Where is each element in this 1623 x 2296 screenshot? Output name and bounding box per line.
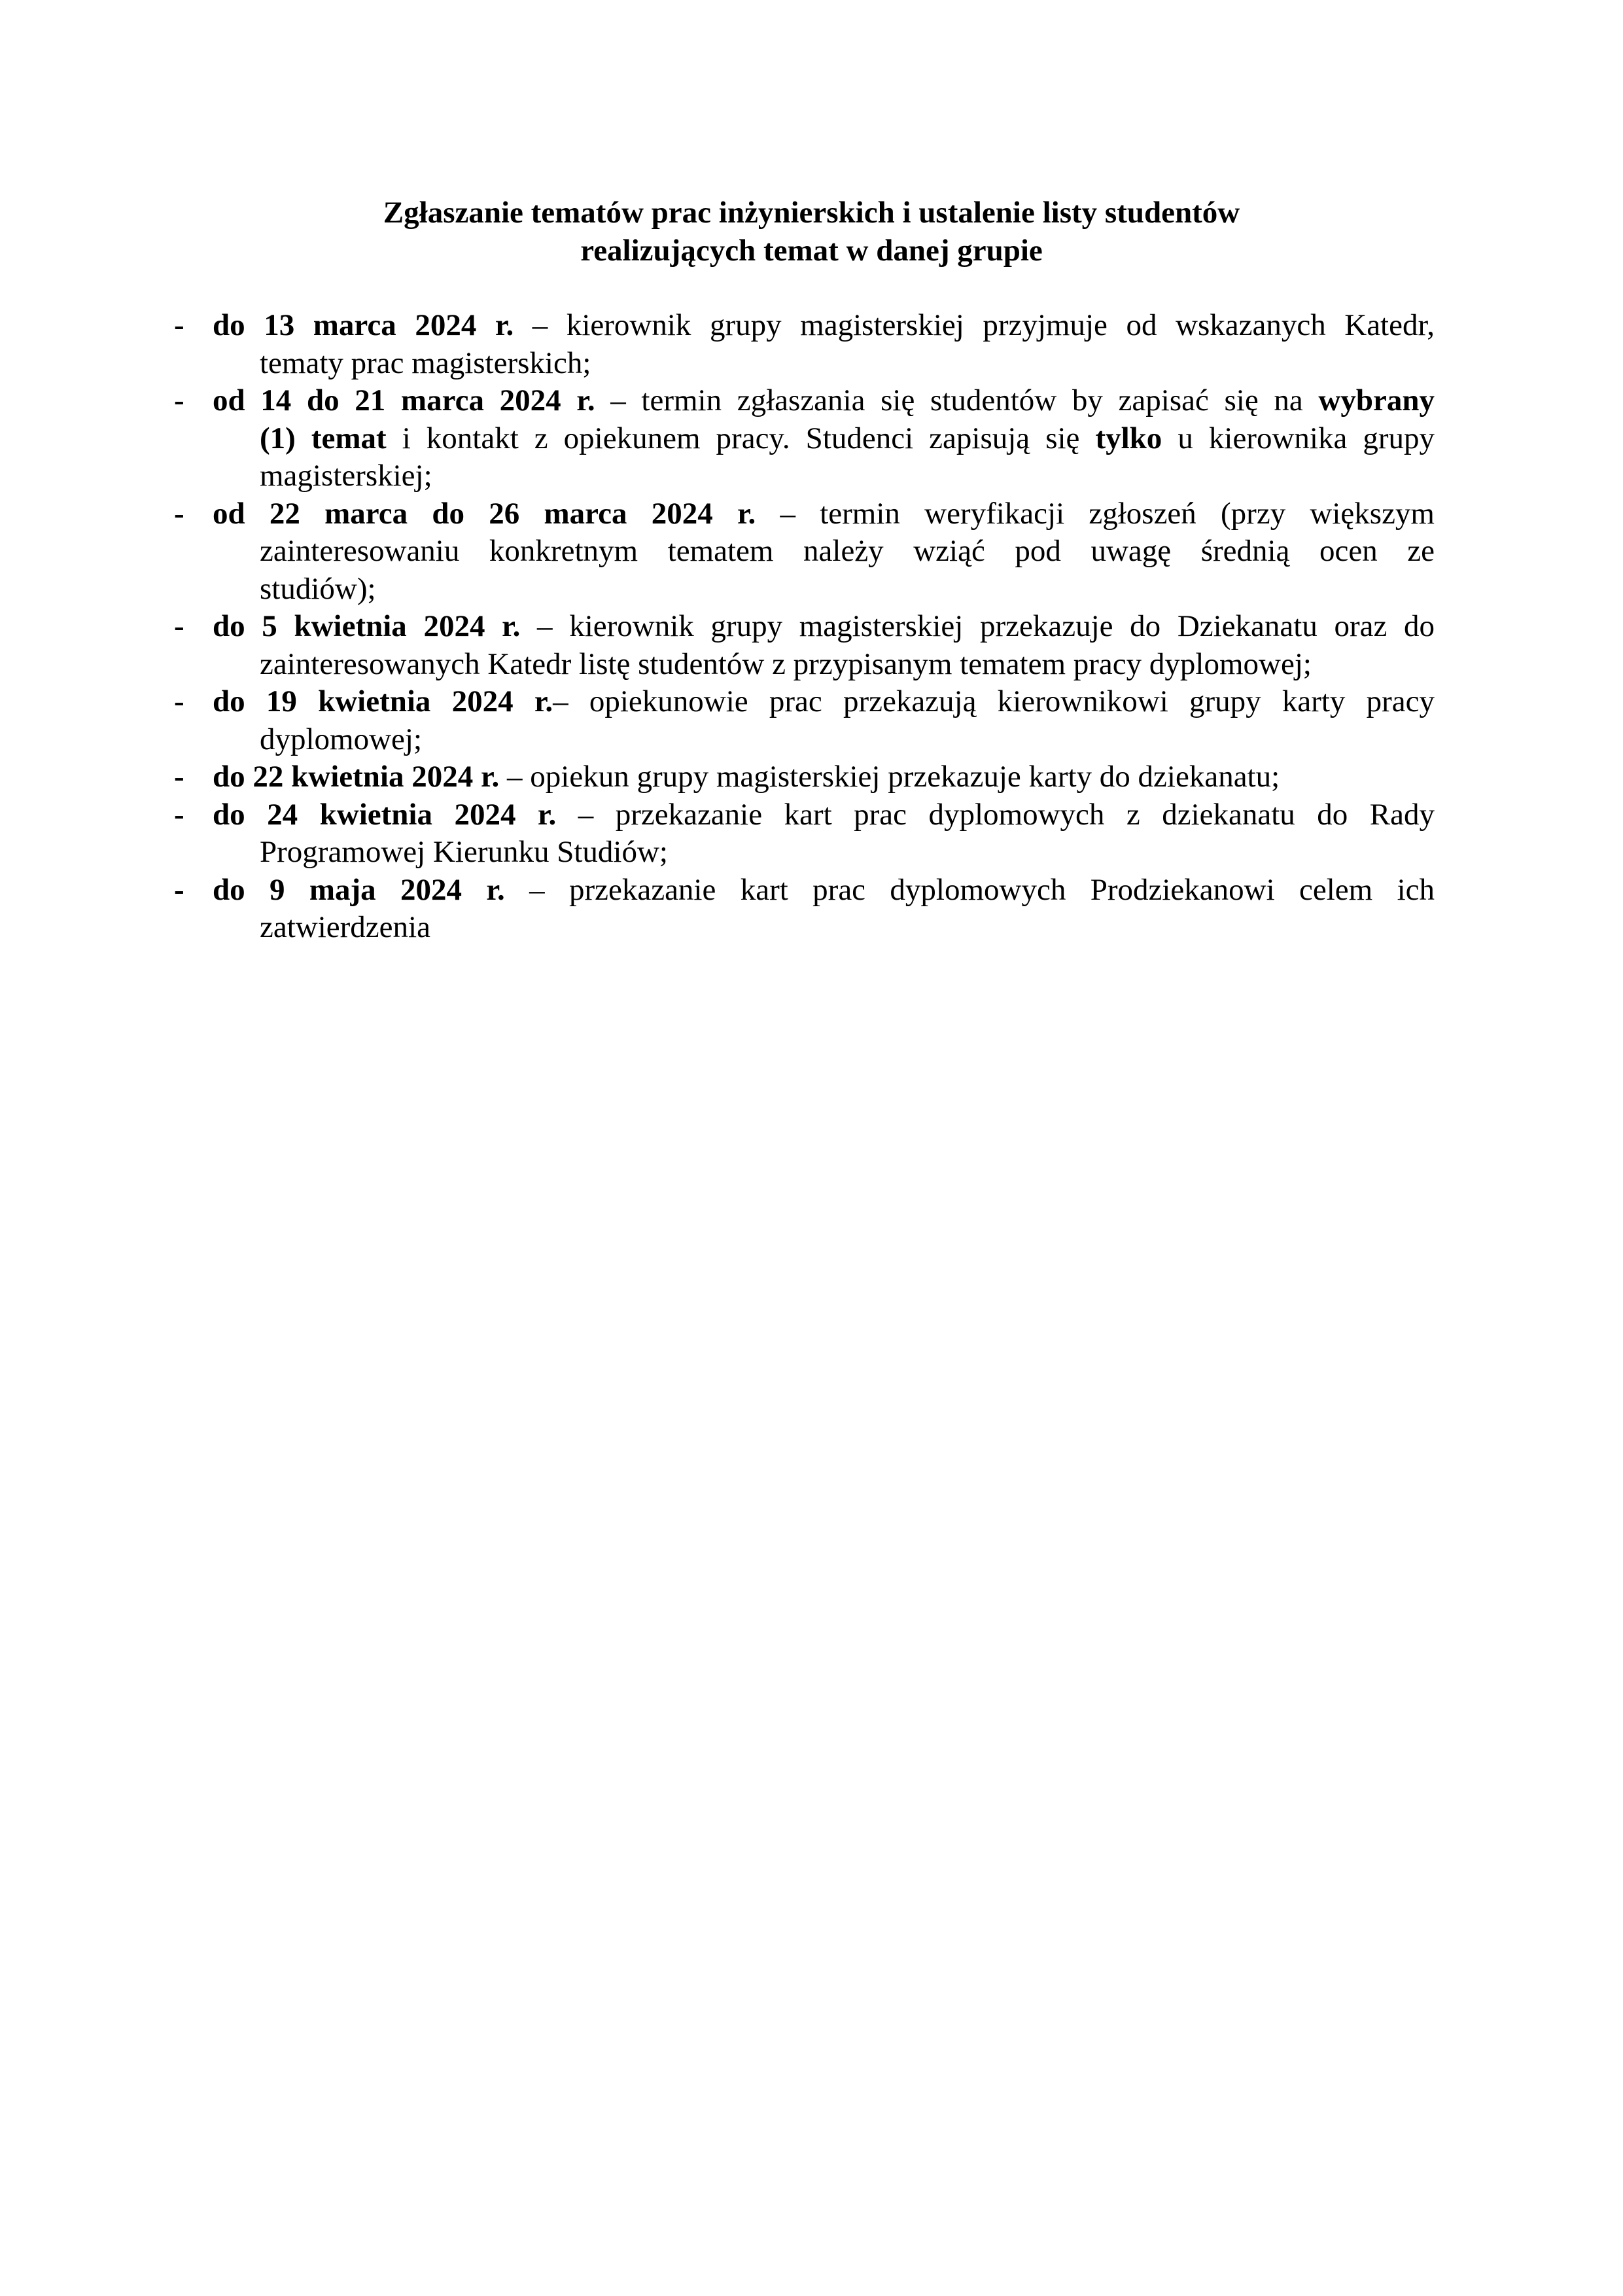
- list-item: [169, 495, 1435, 609]
- list-item-first-line: [213, 608, 1435, 646]
- list-item-first-line: [213, 872, 1435, 910]
- item-emphasis: tylko: [1095, 421, 1162, 455]
- item-date: od 22 marca do 26 marca 2024 r.: [213, 496, 756, 531]
- list-dash: -: [174, 797, 184, 832]
- list-dash: -: [174, 496, 184, 531]
- item-description: u kierownika grupy: [1162, 421, 1435, 455]
- item-description: i kontakt z opiekunem pracy. Studenci zapisują się: [386, 421, 1096, 455]
- item-date: do 24 kwietnia 2024 r.: [213, 797, 557, 832]
- item-description: – termin weryfikacji zgłoszeń (przy większym: [756, 496, 1435, 531]
- document-title: [0, 194, 1623, 270]
- list-item-continuation: studiów);: [260, 571, 376, 606]
- list-item-text: [213, 382, 1435, 495]
- list-item: [169, 382, 1435, 495]
- list-item-first-line: [213, 382, 1435, 420]
- schedule-list: [169, 307, 1435, 947]
- list-item-first-line: [213, 495, 1435, 533]
- item-emphasis: wybrany: [1318, 383, 1435, 417]
- list-item: [169, 608, 1435, 683]
- list-dash: -: [174, 872, 184, 907]
- title-line-1: Zgłaszanie tematów prac inżynierskich i ustalenie listy studentów: [383, 196, 1240, 230]
- item-description: – opiekun grupy magisterskiej przekazuje karty do dziekanatu;: [499, 760, 1280, 794]
- list-item: [169, 307, 1435, 382]
- list-item-text: [213, 307, 1435, 382]
- list-item: [169, 683, 1435, 758]
- list-item-text: [213, 608, 1435, 683]
- item-date: do 13 marca 2024 r.: [213, 308, 514, 342]
- list-item: [169, 758, 1435, 796]
- item-description: – kierownik grupy magisterskiej przyjmuje od wskazanych Katedr,: [514, 308, 1435, 342]
- list-item-first-line: [213, 307, 1435, 345]
- list-item: [169, 796, 1435, 872]
- list-item-first-line: [213, 796, 1435, 834]
- list-item-text: [213, 796, 1435, 872]
- item-date: do 5 kwietnia 2024 r.: [213, 609, 521, 643]
- list-item-continuation: zainteresowaniu konkretnym tematem należy wziąć pod uwagę średnią ocen ze: [260, 534, 1435, 568]
- item-description: – przekazanie kart prac dyplomowych Prodziekanowi celem ich: [504, 872, 1435, 907]
- item-date: od 14 do 21 marca 2024 r.: [213, 383, 595, 417]
- list-item-continuation: [213, 420, 1435, 458]
- list-dash: -: [174, 760, 184, 794]
- item-date: do 19 kwietnia 2024 r.: [213, 684, 553, 718]
- item-description: – kierownik grupy magisterskiej przekazuje do Dziekanatu oraz do: [520, 609, 1435, 643]
- list-item-text: [213, 495, 1435, 609]
- list-item-text: [213, 758, 1435, 796]
- list-item-continuation: magisterskiej;: [260, 459, 432, 493]
- list-dash: -: [174, 383, 184, 417]
- list-item-continuation: Programowej Kierunku Studiów;: [260, 835, 668, 869]
- title-line-2: realizujących temat w danej grupie: [580, 234, 1043, 268]
- list-dash: -: [174, 308, 184, 342]
- list-item-continuation: tematy prac magisterskich;: [260, 345, 591, 380]
- item-date: do 22 kwietnia 2024 r.: [213, 760, 500, 794]
- list-item-text: [213, 872, 1435, 947]
- list-item-text: [213, 683, 1435, 758]
- list-item-continuation: zainteresowanych Katedr listę studentów z przypisanym tematem pracy dyplomowej;: [260, 646, 1312, 681]
- list-dash: -: [174, 609, 184, 643]
- item-description: – opiekunowie prac przekazują kierownikowi grupy karty pracy: [553, 684, 1435, 718]
- item-date: do 9 maja 2024 r.: [213, 872, 505, 907]
- list-item: [169, 872, 1435, 947]
- list-item-first-line: [213, 683, 1435, 721]
- list-item-continuation: zatwierdzenia: [260, 910, 430, 944]
- list-item-continuation: dyplomowej;: [260, 722, 423, 756]
- list-item-first-line: [213, 758, 1435, 796]
- item-description: – przekazanie kart prac dyplomowych z dziekanatu do Rady: [556, 797, 1435, 832]
- item-emphasis: (1) temat: [260, 421, 387, 455]
- item-description: – termin zgłaszania się studentów by zapisać się na: [595, 383, 1319, 417]
- list-dash: -: [174, 684, 184, 718]
